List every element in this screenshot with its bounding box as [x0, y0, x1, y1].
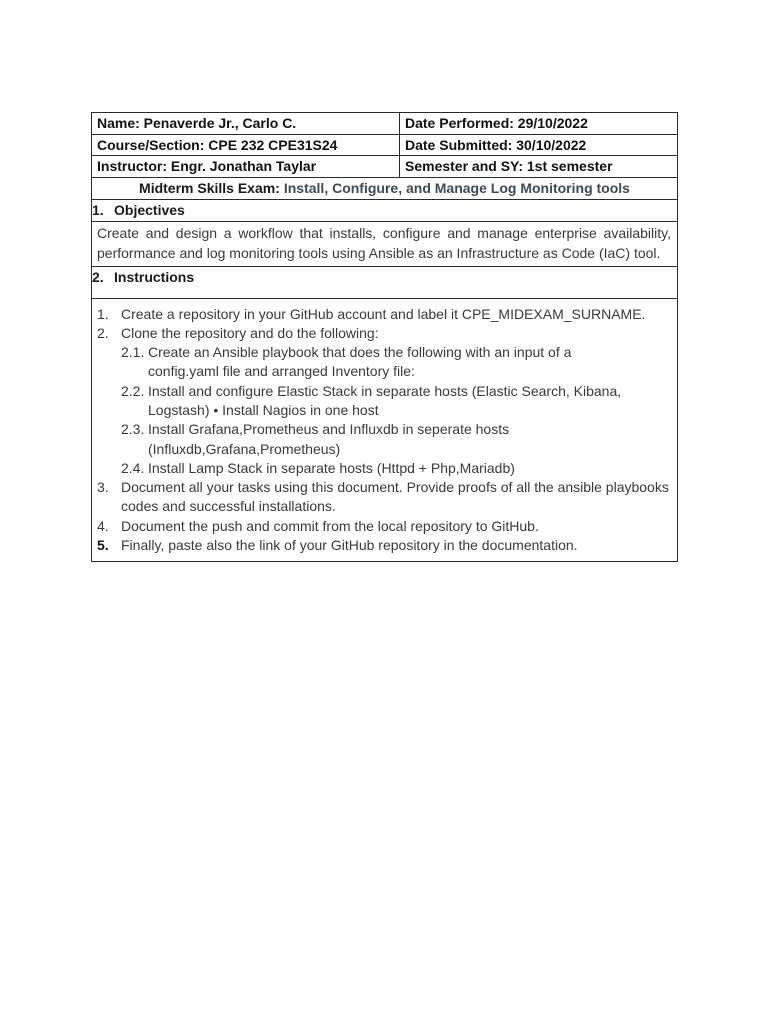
list-item-text: Clone the repository and do the following: [121, 324, 379, 341]
list-item-number: 1. [97, 305, 109, 322]
sub-list-item [121, 382, 671, 421]
exam-title-label: Midterm Skills Exam: [139, 180, 280, 196]
exam-title [92, 178, 677, 199]
header-row-3 [92, 156, 677, 178]
instructions-heading-row [92, 267, 677, 299]
list-item-text: Create a repository in your GitHub account and label it CPE_MIDEXAM_SURNAME. [121, 305, 646, 322]
sub-list-item-number: 2.1. [121, 344, 145, 361]
list-item-number: 3. [97, 479, 109, 496]
instructions-list [97, 305, 671, 556]
sub-list-item [121, 459, 671, 478]
sub-list-item-text: Create an Ansible playbook that does the following with an input of a config.yaml file and arranged Inventory file: [148, 344, 572, 380]
exam-title-row [92, 178, 677, 200]
list-item-text: Finally, paste also the link of your GitHub repository in the documentation. [121, 537, 578, 554]
list-item-number: 5. [97, 537, 109, 554]
list-item-number: 4. [97, 517, 109, 534]
instructions-body [92, 299, 677, 562]
sub-list-item-number: 2.4. [121, 459, 145, 476]
objectives-heading [92, 200, 677, 221]
list-item [97, 536, 671, 555]
instructions-body-row [92, 299, 677, 562]
objectives-heading-text: Objectives [114, 202, 185, 218]
instructions-heading [92, 267, 677, 298]
student-name: Name: Penaverde Jr., Carlo C. [92, 113, 400, 134]
course-section: Course/Section: CPE 232 CPE31S24 [92, 135, 400, 156]
objectives-body-row [92, 222, 677, 267]
sub-list-item [121, 420, 671, 459]
sub-list-item-number: 2.2. [121, 382, 145, 399]
list-item-number: 2. [97, 324, 109, 341]
objectives-heading-row [92, 200, 677, 222]
exam-sheet-table [91, 112, 678, 562]
sub-list-item-text: Install Lamp Stack in separate hosts (Httpd + Php,Mariadb) [148, 459, 515, 476]
instructor: Instructor: Engr. Jonathan Taylar [92, 156, 400, 177]
objectives-number: 1. [92, 202, 104, 218]
exam-title-topic: Install, Configure, and Manage Log Monitoring tools [283, 180, 630, 196]
instructions-number: 2. [92, 268, 104, 285]
header-row-1 [92, 113, 677, 135]
list-item [97, 517, 671, 536]
list-item [97, 305, 671, 324]
sub-list-item-number: 2.3. [121, 421, 145, 438]
list-item-text: Document the push and commit from the local repository to GitHub. [121, 517, 539, 534]
list-item-text: Document all your tasks using this document. Provide proofs of all the ansible playbooks codes and successful installations. [121, 479, 669, 515]
sub-list-item-text: Install Grafana,Prometheus and Influxdb in seperate hosts (Influxdb,Grafana,Prometheus) [148, 421, 510, 457]
instructions-heading-text: Instructions [114, 268, 195, 285]
date-performed: Date Performed: 29/10/2022 [405, 115, 588, 132]
semester-sy: Semester and SY: 1st semester [405, 158, 613, 175]
date-submitted: Date Submitted: 30/10/2022 [405, 136, 587, 153]
sub-list-item-text: Install and configure Elastic Stack in separate hosts (Elastic Search, Kibana, Logstash) • Install Nagios in one host [148, 382, 622, 418]
objectives-body: Create and design a workflow that installs, configure and manage enterprise availability, performance and log monitoring tools using Ansible as an Infrastructure as Code (IaC) tool. [97, 224, 671, 261]
list-item [97, 478, 671, 517]
list-item [97, 324, 671, 478]
sub-list-item [121, 343, 671, 382]
header-row-2 [92, 135, 677, 157]
sub-list [121, 343, 671, 478]
